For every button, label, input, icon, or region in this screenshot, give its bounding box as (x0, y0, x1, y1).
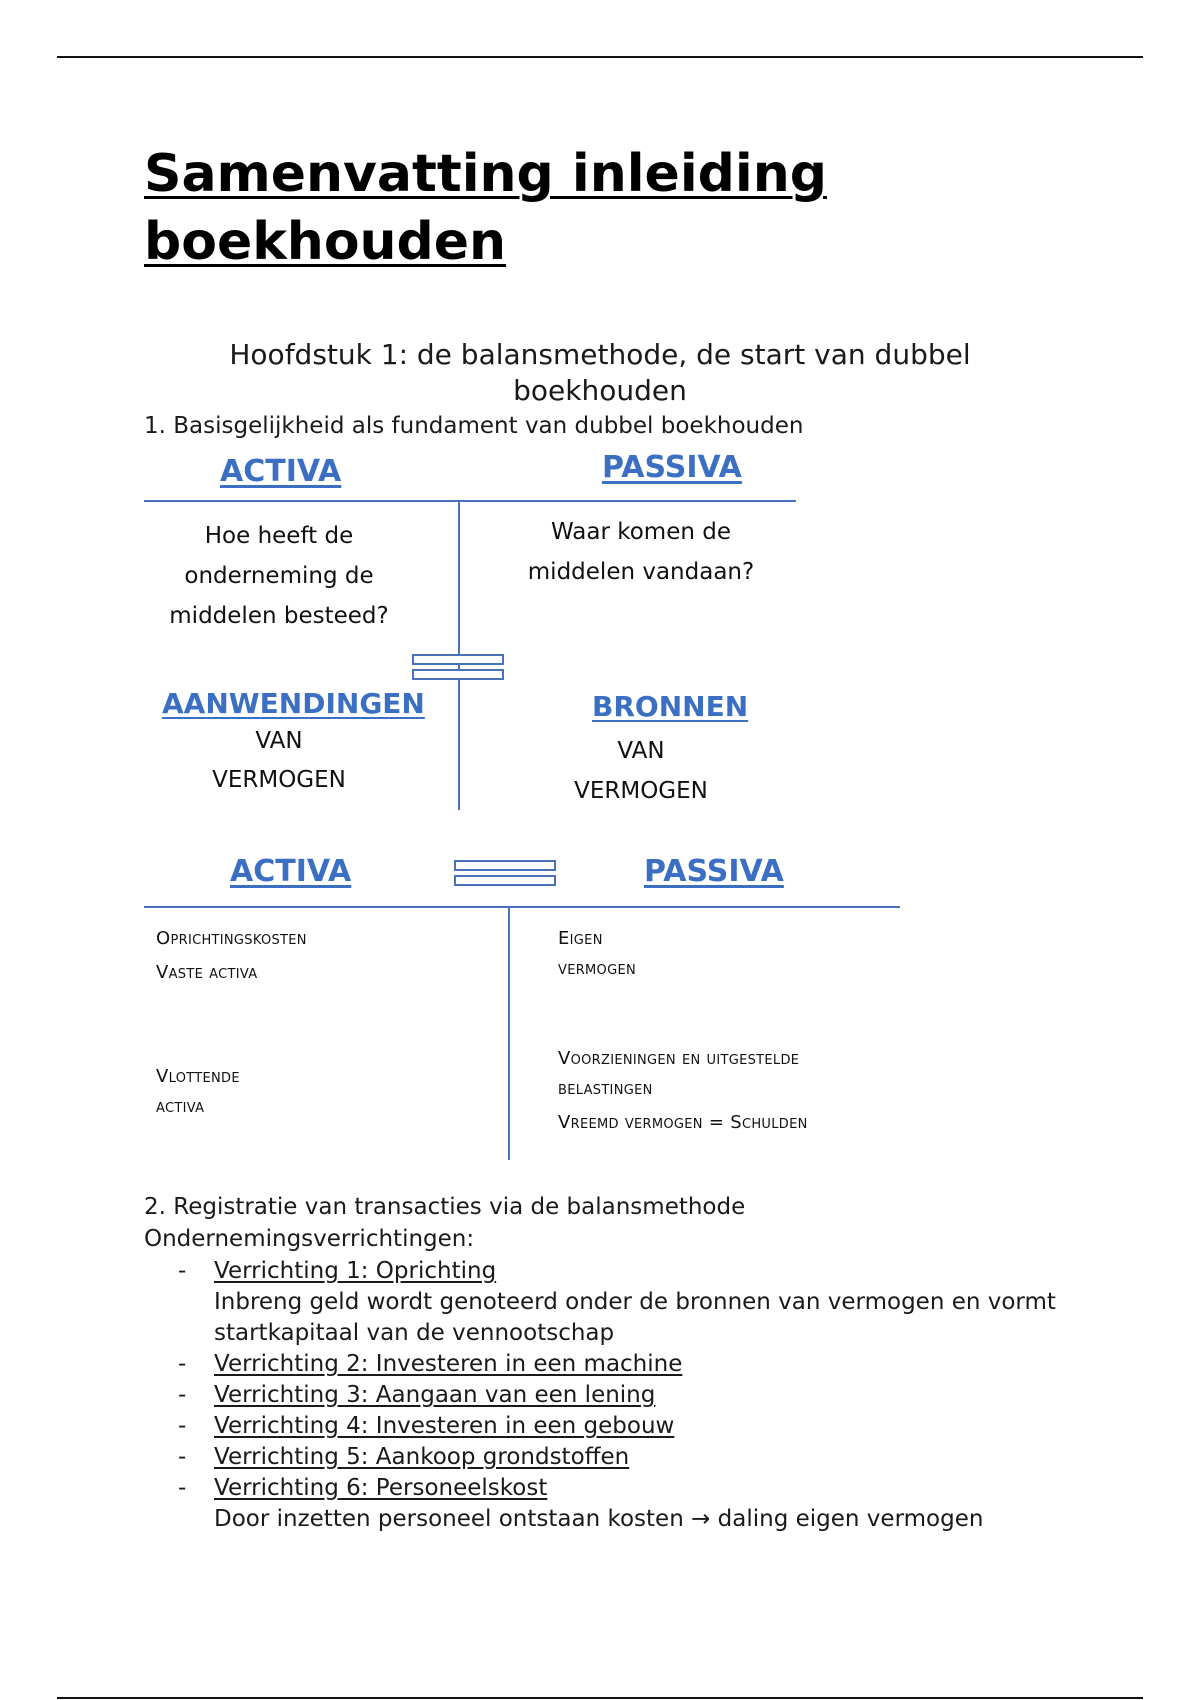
activa-header-2: ACTIVA (230, 854, 352, 889)
section-2-heading: 2. Registratie van transacties via de balansmethode (144, 1194, 746, 1220)
passiva-header: PASSIVA (602, 450, 742, 485)
equals-sign-icon (454, 860, 556, 890)
activa-item-vaste-activa: Vaste activa (156, 962, 258, 983)
verrichting-label: Verrichting 6: Personeelskost (214, 1475, 548, 1501)
activa-header: ACTIVA (220, 454, 342, 489)
bronnen-sub-van: VAN (617, 738, 665, 764)
verrichtingen-list (178, 1256, 1078, 1535)
bronnen-term: BRONNEN (592, 690, 749, 723)
list-item (178, 1473, 1078, 1535)
verrichting-label: Verrichting 3: Aangaan van een lening (214, 1382, 656, 1408)
section-1-heading: 1. Basisgelijkheid als fundament van dubbel boekhouden (144, 413, 804, 439)
section-2-subheading: Ondernemingsverrichtingen: (144, 1226, 475, 1252)
activa-item-vlottende-activa: Vlottende activa (156, 1066, 240, 1117)
list-item (178, 1380, 1078, 1411)
list-item (178, 1256, 1078, 1349)
top-rule (57, 56, 1143, 58)
activa-item-oprichtingskosten: Oprichtingskosten (156, 928, 307, 949)
passiva-header-2: PASSIVA (644, 854, 784, 889)
verrichting-label: Verrichting 1: Oprichting (214, 1258, 497, 1284)
document-title: Samenvatting inleiding boekhouden (144, 144, 827, 272)
balance-diagram-detailed (144, 850, 900, 1160)
passiva-question: Waar komen de middelen vandaan? (527, 519, 755, 585)
list-item (178, 1411, 1078, 1442)
verrichting-description: Inbreng geld wordt genoteerd onder de bronnen van vermogen en vormt startkapitaal van de vennootschap (214, 1289, 1056, 1346)
list-item (178, 1442, 1078, 1473)
balance-diagram-basic (144, 450, 796, 810)
passiva-item-eigen-vermogen: Eigen vermogen (558, 928, 637, 979)
list-item (178, 1349, 1078, 1380)
aanwendingen-sub-vermogen: VERMOGEN (212, 767, 346, 793)
t-account-vertical-line (508, 907, 510, 1160)
passiva-item-voorzieningen: Voorzieningen en uitgestelde belastingen (558, 1048, 800, 1099)
bottom-rule (57, 1697, 1143, 1699)
chapter-heading: Hoofdstuk 1: de balansmethode, de start van dubbel boekhouden (229, 338, 971, 407)
aanwendingen-sub-van: VAN (255, 728, 303, 754)
verrichting-label: Verrichting 2: Investeren in een machine (214, 1351, 683, 1377)
t-account-horizontal-line (144, 500, 796, 502)
activa-question: Hoe heeft de onderneming de middelen besteed? (169, 523, 389, 629)
passiva-item-vreemd-vermogen: Vreemd vermogen = Schulden (558, 1112, 808, 1133)
verrichting-label: Verrichting 5: Aankoop grondstoffen (214, 1444, 630, 1470)
verrichting-label: Verrichting 4: Investeren in een gebouw (214, 1413, 675, 1439)
equals-sign-icon (412, 654, 504, 684)
t-account-horizontal-line (144, 906, 900, 908)
bronnen-sub-vermogen: VERMOGEN (574, 778, 708, 804)
verrichting-description: Door inzetten personeel ontstaan kosten → daling eigen vermogen (214, 1506, 984, 1532)
aanwendingen-term: AANWENDINGEN (162, 687, 425, 720)
